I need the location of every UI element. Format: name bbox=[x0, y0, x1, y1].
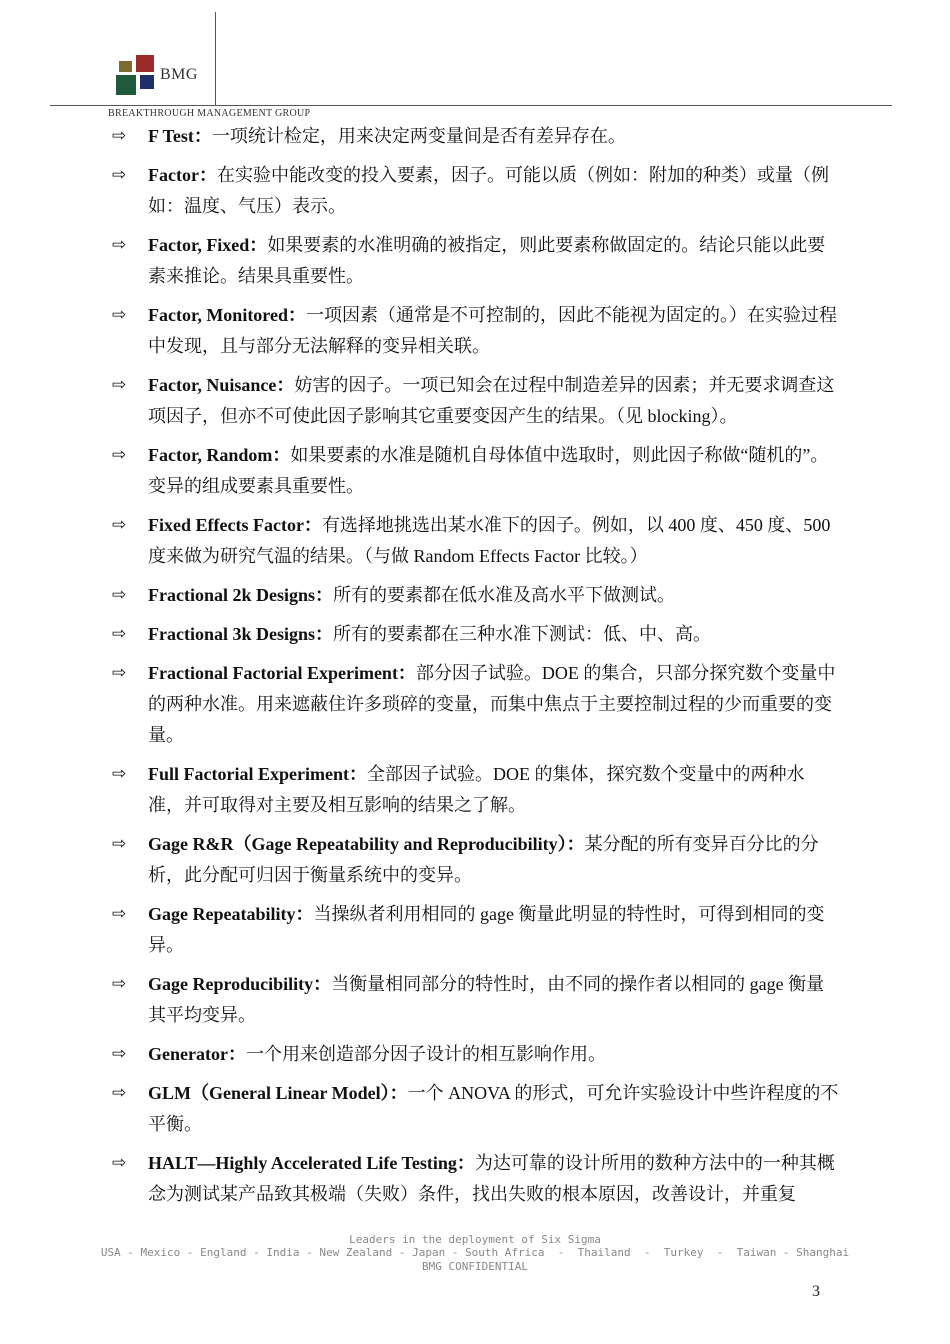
glossary-definition: 一项统计检定，用来决定两变量间是否有差异存在。 bbox=[211, 126, 626, 146]
glossary-entry bbox=[112, 759, 840, 821]
glossary-term: Gage Reproducibility： bbox=[148, 974, 332, 994]
glossary-term: Factor, Random： bbox=[148, 445, 291, 465]
glossary-entry bbox=[112, 300, 840, 362]
glossary-term: GLM（General Linear Model）： bbox=[148, 1083, 408, 1103]
glossary-definition: 当操纵者利用相同的 gage 衡量此明显的特性时，可得到相同的变异。 bbox=[148, 904, 825, 955]
glossary-definition: 部分因子试验。DOE 的集合，只部分探究数个变量中的两种水准。用来遮蔽住许多琐碎的变量，而集中焦点于主要控制过程的少而重要的变量。 bbox=[148, 663, 836, 745]
arrow-bullet-icon: ⇨ bbox=[112, 974, 127, 994]
glossary-entry bbox=[112, 440, 840, 502]
glossary-definition: 所有的要素都在低水准及高水平下做测试。 bbox=[333, 585, 676, 605]
glossary-definition: 在实验中能改变的投入要素，因子。可能以质（例如：附加的种类）或量（例如：温度、气压）表示。 bbox=[148, 165, 829, 216]
glossary-entry bbox=[112, 160, 840, 222]
arrow-bullet-icon: ⇨ bbox=[112, 165, 127, 185]
company-name: BREAKTHROUGH MANAGEMENT GROUP bbox=[108, 108, 311, 119]
glossary-definition: 一项因素（通常是不可控制的，因此不能视为固定的。）在实验过程中发现，且与部分无法解释的变异相关联。 bbox=[148, 305, 837, 356]
arrow-bullet-icon: ⇨ bbox=[112, 375, 127, 395]
header-vertical-rule bbox=[215, 12, 216, 105]
glossary-term: Factor, Monitored： bbox=[148, 305, 306, 325]
glossary-definition: 全部因子试验。DOE 的集体，探究数个变量中的两种水准，并可取得对主要及相互影响的结果之了解。 bbox=[148, 764, 805, 815]
glossary-entry bbox=[112, 1148, 840, 1210]
arrow-bullet-icon: ⇨ bbox=[112, 585, 127, 605]
glossary-term: Fractional 2k Designs： bbox=[148, 585, 334, 605]
glossary-entry bbox=[112, 370, 840, 432]
glossary-term: Gage R&R（Gage Repeatability and Reproducibility）： bbox=[148, 834, 585, 854]
glossary-term: Fractional Factorial Experiment： bbox=[148, 663, 416, 683]
glossary-term: Fixed Effects Factor： bbox=[148, 515, 322, 535]
glossary-definition: 某分配的所有变异百分比的分析，此分配可归因于衡量系统中的变异。 bbox=[148, 834, 819, 885]
glossary-definition: 当衡量相同部分的特性时，由不同的操作者以相同的 gage 衡量其平均变异。 bbox=[148, 974, 825, 1025]
arrow-bullet-icon: ⇨ bbox=[112, 904, 127, 924]
glossary-entry bbox=[112, 899, 840, 961]
footer-confidential: BMG CONFIDENTIAL bbox=[422, 1260, 528, 1273]
glossary-term: Factor, Nuisance： bbox=[148, 375, 295, 395]
arrow-bullet-icon: ⇨ bbox=[112, 126, 127, 146]
glossary-term: F Test： bbox=[148, 126, 212, 146]
glossary-term: Generator： bbox=[148, 1044, 246, 1064]
glossary-definition: 妨害的因子。一项已知会在过程中制造差异的因素；并无要求调查这项因子，但亦不可使此因子影响其它重要变因产生的结果。（见 blocking）。 bbox=[148, 375, 835, 426]
glossary-definition: 所有的要素都在三种水准下测试：低、中、高。 bbox=[333, 624, 712, 644]
arrow-bullet-icon: ⇨ bbox=[112, 663, 127, 683]
glossary-entry bbox=[112, 1039, 840, 1070]
glossary-term: HALT—Highly Accelerated Life Testing： bbox=[148, 1153, 475, 1173]
glossary-entry bbox=[112, 121, 840, 152]
glossary-term: Factor： bbox=[148, 165, 217, 185]
page-number: 3 bbox=[812, 1283, 820, 1300]
glossary-definition: 如果要素的水准是随机自母体值中选取时，则此因子称做“随机的”。变异的组成要素具重要性。 bbox=[148, 445, 829, 496]
glossary-definition: 为达可靠的设计所用的数种方法中的一种其概念为测试某产品致其极端（失败）条件，找出失败的根本原因，改善设计，并重复 bbox=[148, 1153, 835, 1204]
glossary-term: Fractional 3k Designs： bbox=[148, 624, 334, 644]
arrow-bullet-icon: ⇨ bbox=[112, 1153, 127, 1173]
arrow-bullet-icon: ⇨ bbox=[112, 1083, 127, 1103]
header-horizontal-rule bbox=[50, 105, 892, 106]
glossary-term: Factor, Fixed： bbox=[148, 235, 268, 255]
arrow-bullet-icon: ⇨ bbox=[112, 305, 127, 325]
arrow-bullet-icon: ⇨ bbox=[112, 515, 127, 535]
arrow-bullet-icon: ⇨ bbox=[112, 1044, 127, 1064]
arrow-bullet-icon: ⇨ bbox=[112, 764, 127, 784]
glossary-entry bbox=[112, 510, 840, 572]
glossary-entry bbox=[112, 230, 840, 292]
glossary-definition: 如果要素的水准明确的被指定，则此要素称做固定的。结论只能以此要素来推论。结果具重要性。 bbox=[148, 235, 826, 286]
arrow-bullet-icon: ⇨ bbox=[112, 445, 127, 465]
glossary-entry bbox=[112, 969, 840, 1031]
arrow-bullet-icon: ⇨ bbox=[112, 624, 127, 644]
glossary-entry bbox=[112, 580, 840, 611]
glossary-list bbox=[112, 121, 840, 1218]
logo-text: BMG bbox=[160, 66, 198, 83]
glossary-entry bbox=[112, 1078, 840, 1140]
footer-tagline: Leaders in the deployment of Six Sigma bbox=[349, 1233, 601, 1246]
glossary-definition: 一个用来创造部分因子设计的相互影响作用。 bbox=[245, 1044, 606, 1064]
arrow-bullet-icon: ⇨ bbox=[112, 235, 127, 255]
footer-locations: USA - Mexico - England - India - New Zealand - Japan - South Africa - Thailand - Turkey - Taiwan - Shanghai bbox=[100, 1246, 850, 1259]
glossary-term: Full Factorial Experiment： bbox=[148, 764, 367, 784]
glossary-entry bbox=[112, 829, 840, 891]
glossary-definition: 一个 ANOVA 的形式，可允许实验设计中些许程度的不平衡。 bbox=[148, 1083, 839, 1134]
glossary-entry bbox=[112, 619, 840, 650]
arrow-bullet-icon: ⇨ bbox=[112, 834, 127, 854]
glossary-term: Gage Repeatability： bbox=[148, 904, 314, 924]
glossary-definition: 有选择地挑选出某水准下的因子。例如，以 400 度、450 度、500 度来做为研究气温的结果。（与做 Random Effects Factor 比较。） bbox=[148, 515, 831, 566]
glossary-entry bbox=[112, 658, 840, 751]
